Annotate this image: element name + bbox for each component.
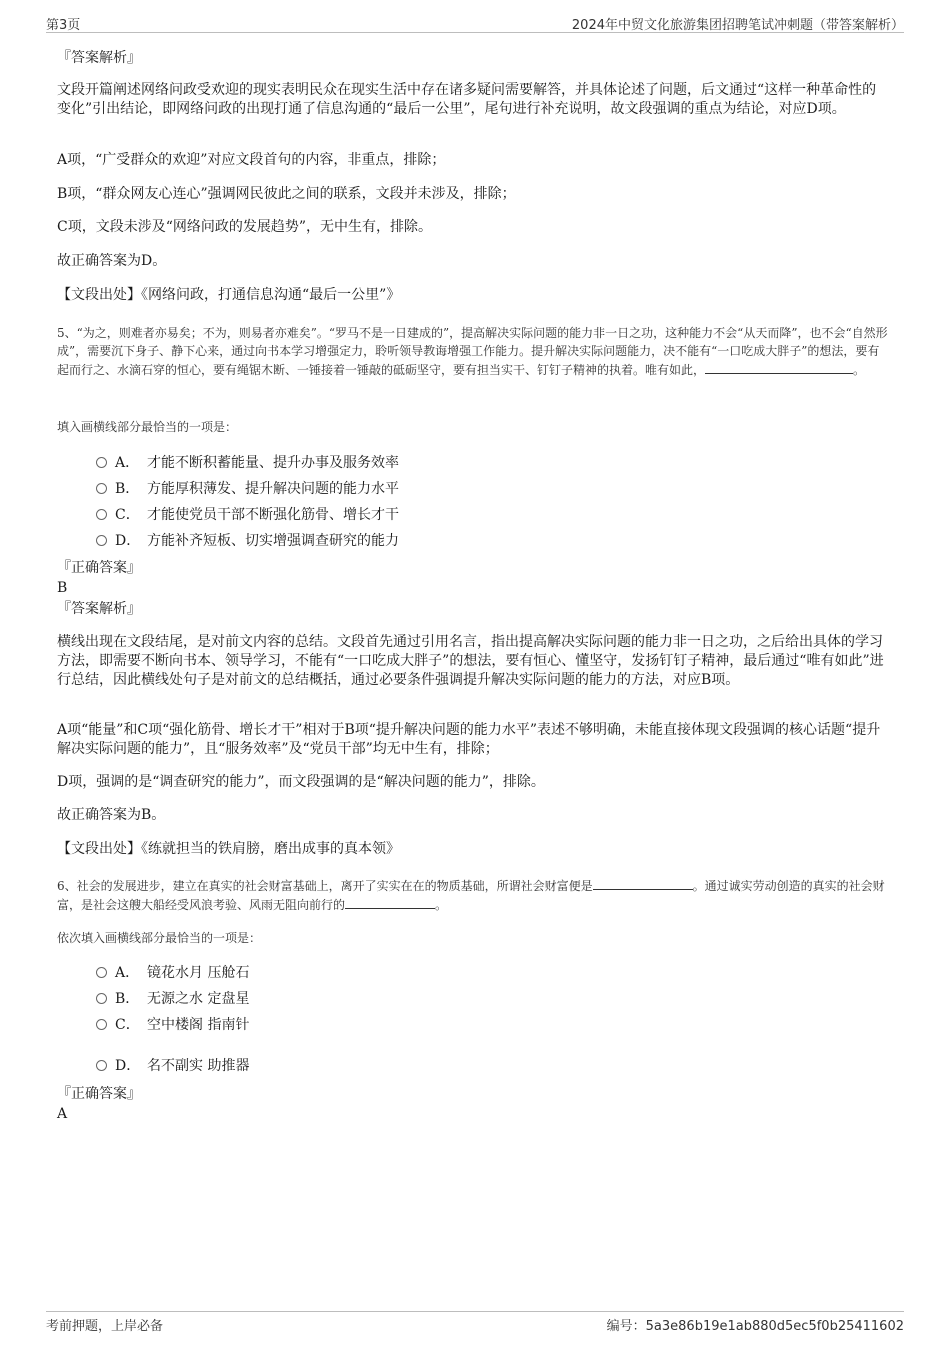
page-header [46,12,904,33]
radio-icon[interactable] [96,535,107,546]
q6-option-a[interactable]: A． 镜花水月 压舱石 [96,963,249,983]
q5-analysis-label: 『答案解析』 [57,601,141,617]
q6-option-b[interactable]: B． 无源之水 定盘星 [96,989,249,1009]
q5-stem: 5、“为之，则难者亦易矣；不为，则易者亦难矣”。“罗马不是一日建成的”，提高解决实际问题的能力非一日之功，这种能力不会“从天而降”，也不会“自然形成”，需要沉下身子、静下心来，通过向书本学习增强定力，聆听领导教诲增强工作能力。提升解决实际问题能力，决不能有“一口吃成大胖子”的想法，要有起而行之、水滴石穿的恒心，要有绳锯木断、一锤接着一锤敲的砥砺坚守，要有担当实干、钉钉子精神的执着。唯有如此， 。 [57,326,888,377]
page-number: 第3页 [46,18,81,33]
footer-code: 编号：5a3e86b19e1ab880d5ec5f0b25411602 [606,1319,904,1334]
q5-answer-label: 『正确答案』 [57,560,141,576]
radio-icon[interactable] [96,1019,107,1030]
q6-answer: A [57,1106,68,1122]
q4-analysis-para4: C项，文段未涉及“网络问政的发展趋势”，无中生有，排除。 [57,219,433,235]
q6-fill-blank-2 [345,895,435,909]
q5-instruction: 填入画横线部分最恰当的一项是： [57,420,238,434]
q4-source: 【文段出处】《网络问政，打通信息沟通“最后一公里”》 [57,287,401,303]
q5-analysis-para2: A项“能量”和C项“强化筋骨、增长才干”相对于B项“提升解决问题的能力水平”表述不够明确，未能直接体现文段强调的核心话题“提升解决实际问题的能力”，且“服务效率”及“党员干部”均无中生有，排除； [57,722,881,757]
q6-answer-label: 『正确答案』 [57,1086,141,1102]
q5-answer-summary: 故正确答案为B。 [57,807,166,823]
page-footer [46,1311,904,1336]
q5-analysis-para1: 横线出现在文段结尾，是对前文内容的总结。文段首先通过引用名言，指出提高解决实际问题的能力非一日之功，之后给出具体的学习方法，即需要不断向书本、领导学习，不能有“一口吃成大胖子”的想法，要有恒心、懂坚守，发扬钉钉子精神，最后通过“唯有如此”进行总结，因此横线处句子是对前文的总结概括，通过必要条件强调提升解决实际问题的能力的方法，对应B项。 [57,634,884,688]
q6-stem: 6、社会的发展进步，建立在真实的社会财富基础上，离开了实实在在的物质基础，所谓社会财富便是 。通过诚实劳动创造的真实的社会财富，是社会这艘大船经受风浪考验、风雨无阻向前行的 。 [57,876,889,914]
q5-stem-text: 5、“为之，则难者亦易矣；不为，则易者亦难矣”。“罗马不是一日建成的”，提高解决实际问题的能力非一日之功，这种能力不会“从天而降”，也不会“自然形成”，需要沉下身子、静下心来，通过向书本学习增强定力，聆听领导教诲增强工作能力。提升解决实际问题能力，决不能有“一口吃成大胖子”的想法，要有起而行之、水滴石穿的恒心，要有绳锯木断、一锤接着一锤敲的砥砺坚守，要有担当实干、钉钉子精神的执着。唯有如此， [57,326,888,377]
q5-analysis-para3: D项，强调的是“调查研究的能力”，而文段强调的是“解决问题的能力”，排除。 [57,774,545,790]
radio-icon[interactable] [96,509,107,520]
q5-fill-blank [705,360,853,374]
footer-slogan: 考前押题，上岸必备 [46,1319,164,1334]
q6-option-c[interactable]: C． 空中楼阁 指南针 [96,1015,249,1035]
radio-icon[interactable] [96,993,107,1004]
q4-answer-summary: 故正确答案为D。 [57,253,167,269]
q4-analysis-para1: 文段开篇阐述网络问政受欢迎的现实表明民众在现实生活中存在诸多疑问需要解答，并具体论述了问题，后文通过“这样一种革命性的变化”引出结论，即网络问政的出现打通了信息沟通的“最后一公里”，尾句进行补充说明，故文段强调的重点为结论，对应D项。 [57,82,877,117]
radio-icon[interactable] [96,967,107,978]
q6-option-d[interactable]: D． 名不副实 助推器 [96,1056,249,1076]
q5-option-d[interactable]: D． 方能补齐短板、切实增强调查研究的能力 [96,531,399,551]
q5-source: 【文段出处】《练就担当的铁肩膀，磨出成事的真本领》 [57,841,400,857]
radio-icon[interactable] [96,1060,107,1071]
q5-option-a[interactable]: A． 才能不断积蓄能量、提升办事及服务效率 [96,453,399,473]
document-title: 2024年中贸文化旅游集团招聘笔试冲刺题（带答案解析） [571,18,904,33]
q4-analysis-para2: A项，“广受群众的欢迎”对应文段首句的内容，非重点，排除； [57,152,446,168]
radio-icon[interactable] [96,483,107,494]
q6-fill-blank-1 [593,876,693,890]
q5-option-c[interactable]: C． 才能使党员干部不断强化筋骨、增长才干 [96,505,399,525]
q6-instruction: 依次填入画横线部分最恰当的一项是： [57,931,262,945]
q4-analysis-label: 『答案解析』 [57,50,141,66]
q5-answer: B [57,580,68,596]
radio-icon[interactable] [96,457,107,468]
q4-analysis-para3: B项，“群众网友心连心”强调网民彼此之间的联系，文段并未涉及，排除； [57,186,516,202]
q5-option-b[interactable]: B． 方能厚积薄发、提升解决问题的能力水平 [96,479,399,499]
